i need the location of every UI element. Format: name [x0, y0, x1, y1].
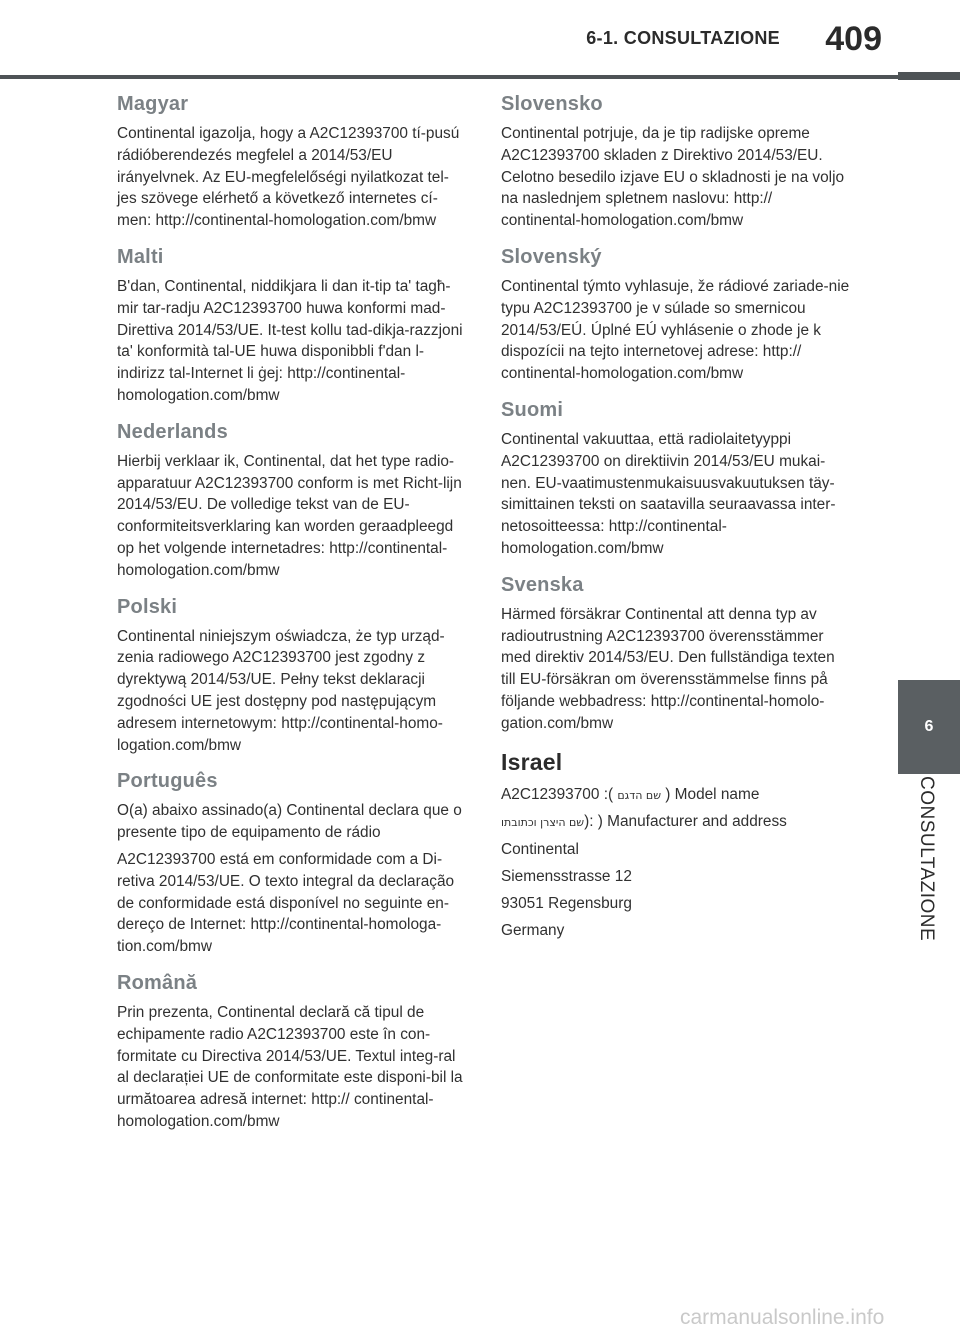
section-text: A2C12393700 está em conformidade com a Di-retiva 2014/53/UE. O texto integral da declaração de conformidade está disponível no seguinte en-dereço de Internet: http://continental-homologa-tion.com/bmw [117, 850, 455, 956]
section-magyar [117, 93, 463, 232]
header-rule-accent [898, 72, 960, 80]
section-text: Prin prezenta, Continental declară că tipul de echipamente radio A2C12393700 este în con-formitate cu Directiva 2014/53/UE. Textul integ-ral al declarației UE de conformitate este disponi-bil la următoarea adresă internet: http:// continental-homologation.com/bmw [117, 1003, 463, 1130]
section-title: Malti [117, 245, 164, 268]
section-nederlands [117, 421, 463, 582]
section-text: Continental vakuuttaa, että radiolaitetyyppi A2C12393700 on direktiivin 2014/53/EU mukai-nen. EU-vaatimustenmukaisuusvakuutuksen täy-simittainen teksti on saatavilla seuraavassa inter-netosoitteessa: http://continental-homologation.com/bmw [501, 430, 836, 557]
section-title: Slovenský [501, 245, 602, 268]
address-line: 93051 Regensburg [501, 894, 632, 912]
page-header [0, 0, 960, 80]
model-name-hebrew: שם הדגם [617, 788, 661, 802]
chapter-tab-number: 6 [924, 718, 934, 735]
manufacturer-label: ): ) Manufacturer and address [584, 813, 787, 831]
section-slovensko [501, 93, 853, 232]
section-text: O(a) abaixo assinado(a) Continental declara que o presente tipo de equipamento de rádio [117, 802, 462, 842]
section-title: Română [117, 971, 198, 994]
manufacturer-hebrew: שם היצרן וכתובתו [501, 816, 585, 830]
section-text: Hierbij verklaar ik, Continental, dat het type radio-apparatuur A2C12393700 conform is met Richt-lijn 2014/53/EU. De volledige tekst van de EU-conformiteitsverklaring kan worden geraadpleegd op het volgende internetadres: http://continental-homologation.com/bmw [117, 452, 462, 579]
section-title: Suomi [501, 398, 564, 421]
header-rule [0, 75, 960, 79]
section-text: Härmed försäkrar Continental att denna typ av radioutrustning A2C12393700 överensstämmer med direktiv 2014/53/EU. Den fullständiga texten till EU-försäkran om överensstämmelse finns på följande webbadress: http://continental-homolo-gation.com/bmw [501, 605, 835, 732]
section-title: Magyar [117, 93, 189, 115]
model-number: A2C12393700 :( [501, 785, 614, 803]
page-number: 409 [825, 20, 882, 58]
address-line: Continental [501, 841, 579, 859]
address-line: Germany [501, 921, 565, 939]
section-romana [117, 972, 463, 1133]
section-text: Continental týmto vyhlasuje, že rádiové zariade-nie typu A2C12393700 je v súlade so smernicou 2014/53/EÚ. Úplné EÚ vyhlásenie o zhode je k dispozícii na tejto internetovej adrese: http:// continental-homologation.com/bmw [501, 277, 850, 383]
section-malti [117, 246, 463, 407]
section-polski [117, 596, 463, 757]
section-suomi [501, 399, 853, 560]
manufacturer-line [501, 811, 853, 834]
section-title: Israel [501, 748, 563, 775]
section-title: Slovensko [501, 93, 603, 115]
section-slovensky [501, 246, 853, 385]
model-name-line [501, 784, 853, 807]
section-text: B'dan, Continental, niddikjara li dan it-tip ta' tagħ-mir tar-radju A2C12393700 huwa konformi mad-Direttiva 2014/53/UE. It-test kollu tad-dikja-razzjoni ta' konformità tal-UE huwa disponibbli f'dan l-indirizz tal-Internet li ġej: http://continental-homologation.com/bmw [117, 277, 463, 404]
watermark: carmanualsonline.info [680, 1306, 885, 1329]
section-text: Continental igazolja, hogy a A2C12393700 tí-pusú rádióberendezés megfelel a 2014/53/EU irányelvnek. Az EU-megfelelőségi nyilatkozat tel-jes szövege elérhető a következő internetes cí-men: http://continental-homologation.com/bmw [117, 125, 460, 230]
model-name-label: ) Model name [665, 785, 760, 803]
section-text: Continental niniejszym oświadcza, że typ urząd-zenia radiowego A2C12393700 jest zgodny z dyrektywą 2014/53/UE. Pełny tekst deklaracji zgodności UE jest dostępny pod następującym adresem internetowym: http://continental-homo-logation.com/bmw [117, 627, 445, 754]
section-title: Nederlands [117, 420, 228, 443]
section-israel [501, 749, 853, 942]
section-title: Polski [117, 595, 178, 618]
section-portugues [117, 770, 463, 958]
chapter-tab-label: CONSULTAZIONE [916, 776, 937, 942]
chapter-title: 6-1. CONSULTAZIONE [586, 28, 780, 48]
section-title: Português [117, 770, 218, 793]
section-svenska [501, 574, 853, 735]
section-title: Svenska [501, 573, 584, 596]
left-column [117, 93, 463, 1147]
section-text: Continental potrjuje, da je tip radijske opreme A2C12393700 skladen z Direktivo 2014/53/EU. Celotno besedilo izjave EU o skladnosti je na voljo na naslednjem spletnem naslovu: http:// continental-homologation.com/bmw [501, 125, 845, 230]
chapter-tab[interactable] [898, 680, 960, 774]
address-line: Siemensstrasse 12 [501, 867, 632, 885]
right-column [501, 93, 853, 955]
